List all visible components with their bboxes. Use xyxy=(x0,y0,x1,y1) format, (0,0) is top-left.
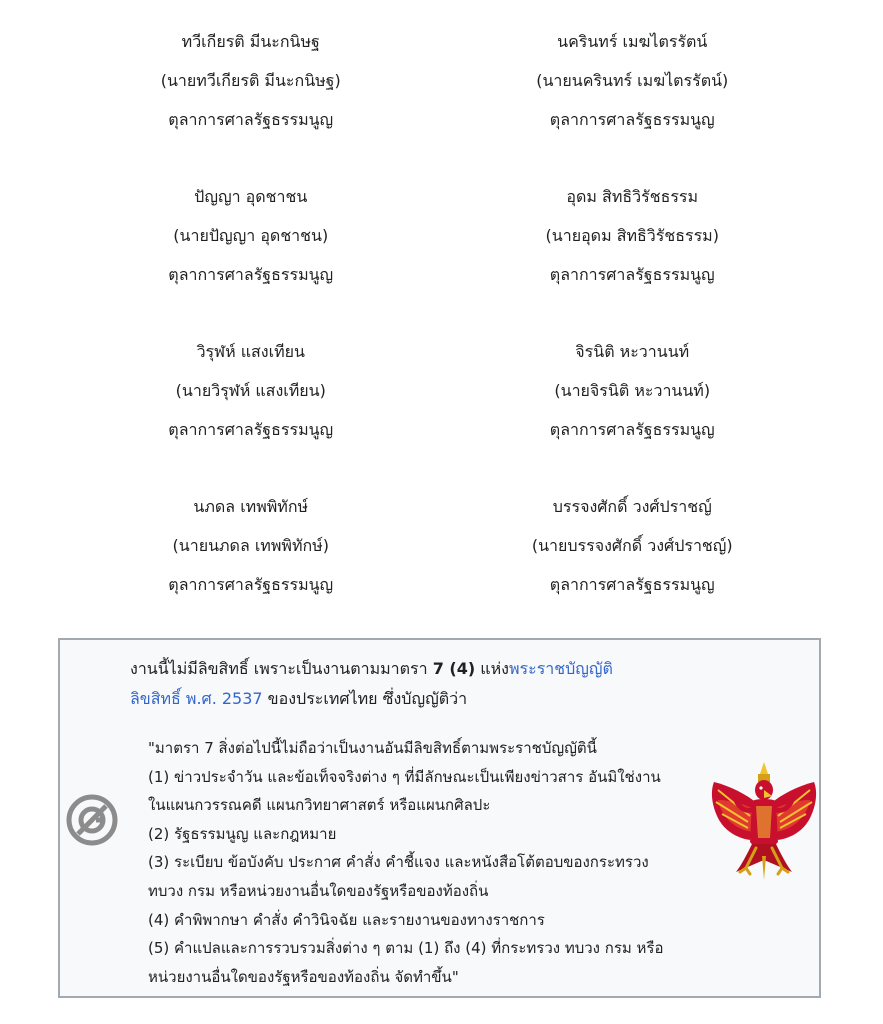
judge-title: ตุลาการศาลรัฐธรรมนูญ xyxy=(168,420,334,439)
law-quote xyxy=(148,734,708,991)
quote-line: (3) ระเบียบ ข้อบังคับ ประกาศ คำสั่ง คำชี้แจง และหนังสือโต้ตอบของกระทรวง xyxy=(148,853,649,872)
judge-full-name: (นายจิรนิติ หะวานนท์) xyxy=(554,381,711,400)
lead-text: แห่ง xyxy=(475,659,509,678)
judge-full-name: (นายปัญญา อุดชาชน) xyxy=(173,226,329,245)
judge-full-name: (นายบรรจงศักดิ์ วงศ์ปราชญ์) xyxy=(531,536,733,555)
signature-row xyxy=(60,487,823,642)
quote-line: (2) รัฐธรรมนูญ และกฎหมาย xyxy=(148,824,337,843)
judge-title: ตุลาการศาลรัฐธรรมนูญ xyxy=(549,420,715,439)
quote-line: ทบวง กรม หรือหน่วยงานอื่นใดของรัฐหรือของท้องถิ่น xyxy=(148,881,489,900)
lead-section-number: 7 (4) xyxy=(432,659,476,678)
signature-block xyxy=(60,487,442,642)
lead-text: ของประเทศไทย ซึ่งบัญญัติว่า xyxy=(262,689,468,708)
quote-line: "มาตรา 7 สิ่งต่อไปนี้ไม่ถือว่าเป็นงานอันมีลิขสิทธิ์ตามพระราชบัญญัตินี้ xyxy=(148,739,597,757)
quote-line: หน่วยงานอื่นใดของรัฐหรือของท้องถิ่น จัดทำขึ้น" xyxy=(148,967,459,986)
signature-block xyxy=(442,332,824,487)
signature-row xyxy=(60,22,823,177)
judge-title: ตุลาการศาลรัฐธรรมนูญ xyxy=(549,265,715,284)
judge-full-name: (นายทวีเกียรติ มีนะกนิษฐ) xyxy=(160,71,341,90)
public-domain-icon xyxy=(66,794,118,846)
signature-row xyxy=(60,177,823,332)
judge-name: อุดม สิทธิวิรัชธรรม xyxy=(566,187,699,206)
signature-grid xyxy=(60,22,823,642)
judge-name: ทวีเกียรติ มีนะกนิษฐ xyxy=(181,32,320,51)
judge-full-name: (นายอุดม สิทธิวิรัชธรรม) xyxy=(545,226,719,245)
quote-line: (4) คำพิพากษา คำสั่ง คำวินิจฉัย และรายงานของทางราชการ xyxy=(148,910,545,929)
judge-full-name: (นายนภดล เทพพิทักษ์) xyxy=(172,536,329,555)
judge-name: วิรุฬห์ แสงเทียน xyxy=(196,342,305,361)
signature-row xyxy=(60,332,823,487)
signature-block xyxy=(60,332,442,487)
signature-block xyxy=(442,22,824,177)
quote-line: (5) คำแปลและการรวบรวมสิ่งต่าง ๆ ตาม (1) ถึง (4) ที่กระทรวง ทบวง กรม หรือ xyxy=(148,939,664,958)
garuda-emblem-icon xyxy=(706,760,822,882)
signature-block xyxy=(442,177,824,332)
judge-title: ตุลาการศาลรัฐธรรมนูญ xyxy=(168,265,334,284)
judge-title: ตุลาการศาลรัฐธรรมนูญ xyxy=(168,575,334,594)
judge-name: ปัญญา อุดชาชน xyxy=(194,187,308,206)
quote-line: ในแผนกวรรณคดี แผนกวิทยาศาสตร์ หรือแผนกศิลปะ xyxy=(148,796,491,815)
copyright-act-link[interactable]: พระราชบัญญัติ xyxy=(508,659,613,678)
signature-block xyxy=(60,22,442,177)
judge-full-name: (นายวิรุฬห์ แสงเทียน) xyxy=(175,381,326,400)
signature-block xyxy=(60,177,442,332)
judge-full-name: (นายนครินทร์ เมฆไตรรัตน์) xyxy=(536,71,729,90)
judge-name: นครินทร์ เมฆไตรรัตน์ xyxy=(557,32,708,51)
judge-title: ตุลาการศาลรัฐธรรมนูญ xyxy=(549,575,715,594)
judge-name: บรรจงศักดิ์ วงศ์ปราชญ์ xyxy=(552,497,712,516)
copyright-act-link[interactable]: ลิขสิทธิ์ พ.ศ. 2537 xyxy=(130,689,263,708)
judge-title: ตุลาการศาลรัฐธรรมนูญ xyxy=(549,110,715,129)
lead-text: งานนี้ไม่มีลิขสิทธิ์ เพราะเป็นงานตามมาตรา xyxy=(130,659,433,678)
copyright-notice-box xyxy=(58,638,821,998)
judge-name: จิรนิติ หะวานนท์ xyxy=(575,342,690,361)
notice-lead-text xyxy=(130,654,710,714)
signature-block xyxy=(442,487,824,642)
quote-line: (1) ข่าวประจำวัน และข้อเท็จจริงต่าง ๆ ที่มีลักษณะเป็นเพียงข่าวสาร อันมิใช่งาน xyxy=(148,767,661,786)
judge-name: นภดล เทพพิทักษ์ xyxy=(193,497,309,516)
judge-title: ตุลาการศาลรัฐธรรมนูญ xyxy=(168,110,334,129)
